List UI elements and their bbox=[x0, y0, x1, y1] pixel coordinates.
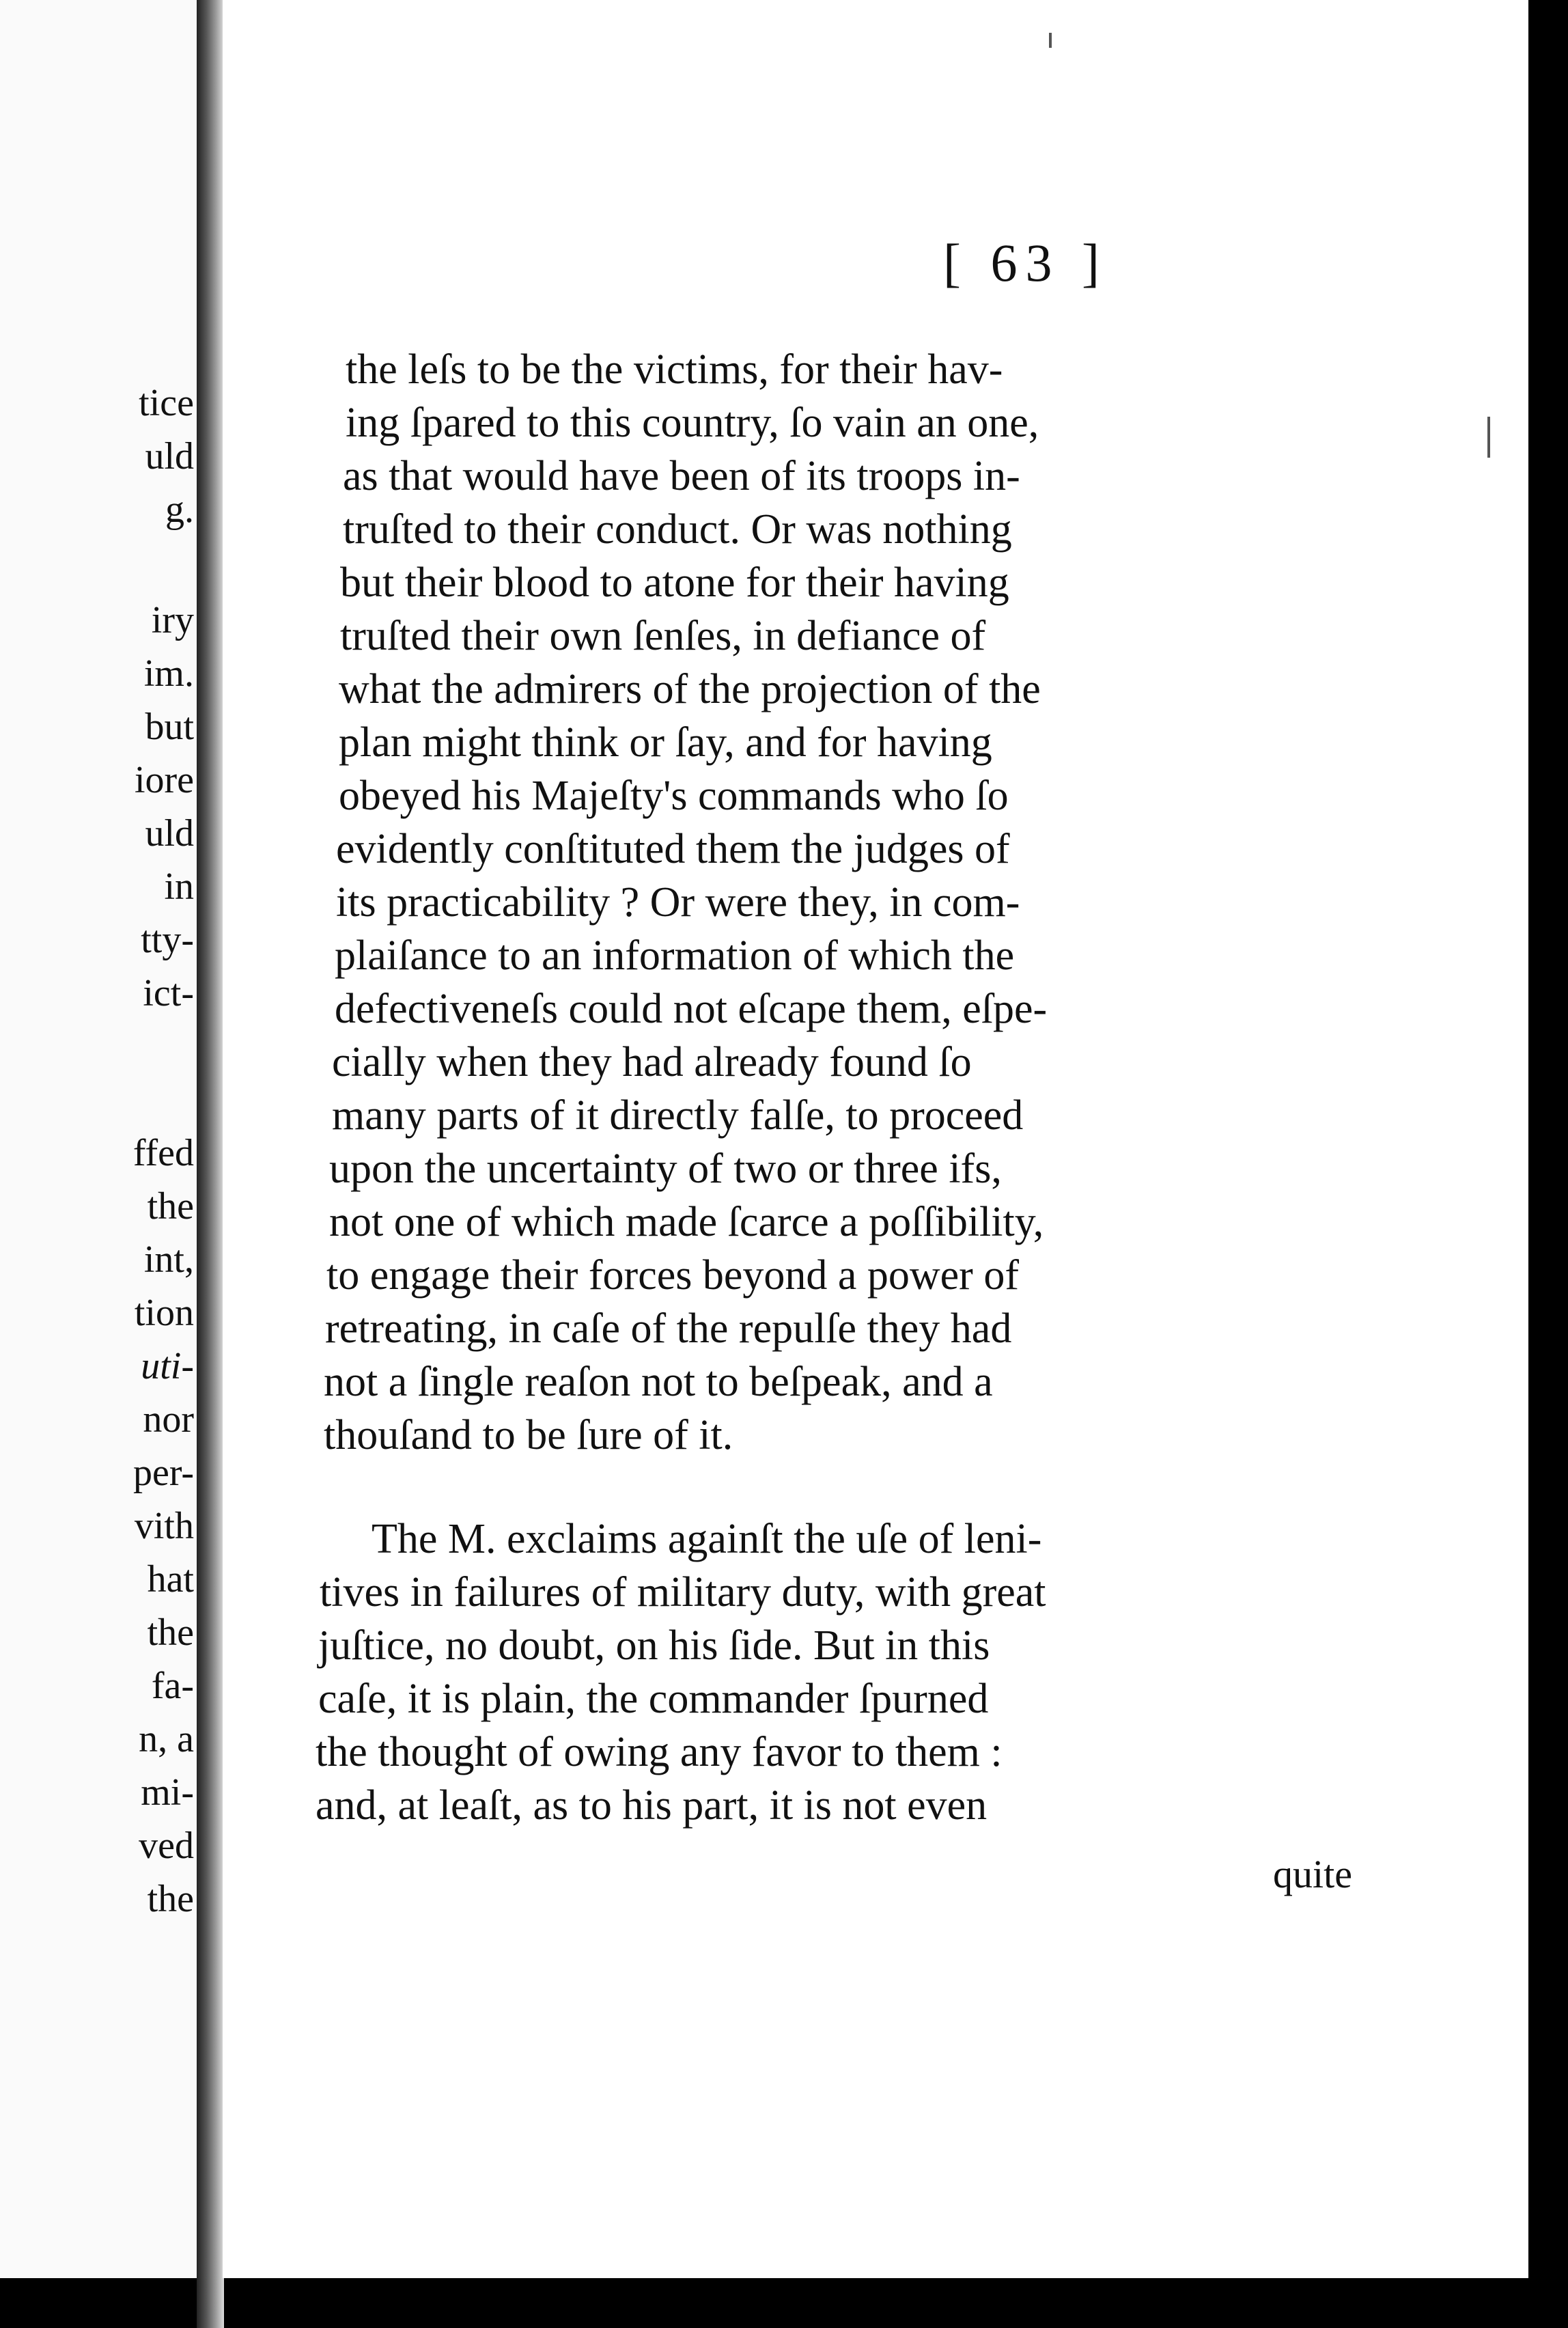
text-line: thouſand to be ſure of it. bbox=[324, 1412, 733, 1458]
left-fragment: the bbox=[147, 1611, 194, 1654]
left-fragment: ffed bbox=[132, 1132, 194, 1174]
text-line: the thought of owing any favor to them : bbox=[316, 1729, 1003, 1775]
book-gutter bbox=[197, 0, 224, 2328]
left-fragment: uti- bbox=[141, 1345, 194, 1387]
catchword: quite bbox=[1273, 1852, 1352, 1896]
left-fragment: n, a bbox=[139, 1718, 194, 1760]
text-line: juſtice, no doubt, on his ſide. But in this bbox=[318, 1622, 990, 1669]
text-line: obeyed his Majeſty's commands who ſo bbox=[339, 773, 1009, 819]
left-fragment: iry bbox=[151, 599, 194, 641]
text-line: plaiſance to an information of which the bbox=[335, 932, 1015, 979]
left-fragment: in bbox=[164, 865, 194, 908]
left-fragment: hat bbox=[147, 1558, 194, 1600]
text-line: to engage their forces beyond a power of bbox=[326, 1252, 1019, 1299]
book-page bbox=[223, 0, 1528, 2278]
left-fragment: per- bbox=[132, 1452, 194, 1494]
left-fragment: im. bbox=[143, 652, 194, 695]
text-line: many parts of it directly falſe, to proceed bbox=[332, 1092, 1024, 1139]
text-line: caſe, it is plain, the commander ſpurned bbox=[318, 1676, 989, 1722]
left-fragment: but bbox=[145, 706, 194, 748]
left-fragment: tion bbox=[134, 1292, 194, 1334]
text-line: truſted their own ſenſes, in defiance of bbox=[340, 613, 986, 659]
print-speck bbox=[1049, 33, 1052, 48]
left-fragment: ict- bbox=[143, 972, 194, 1014]
left-fragment: the bbox=[147, 1878, 194, 1920]
text-line: The M. exclaims againſt the uſe of leni- bbox=[372, 1516, 1042, 1562]
left-fragment: g. bbox=[165, 488, 194, 531]
text-line: the leſs to be the victims, for their hav- bbox=[346, 346, 1003, 393]
left-fragment: the bbox=[147, 1185, 194, 1228]
left-fragment: tty- bbox=[141, 919, 194, 961]
text-line: upon the uncertainty of two or three ifs, bbox=[329, 1146, 1002, 1192]
print-speck bbox=[1487, 417, 1490, 458]
text-line: retreating, in caſe of the repulſe they had bbox=[325, 1305, 1012, 1352]
left-fragment: ved bbox=[139, 1825, 194, 1867]
left-fragment: fa- bbox=[151, 1665, 194, 1707]
left-fragment: iore bbox=[134, 759, 194, 801]
text-line: as that would have been of its troops in- bbox=[343, 453, 1020, 499]
left-fragment: mi- bbox=[141, 1771, 194, 1814]
text-line: defectiveneſs could not eſcape them, eſpe- bbox=[335, 986, 1048, 1032]
text-line: and, at leaſt, as to his part, it is not even bbox=[316, 1782, 988, 1829]
text-line: truſted to their conduct. Or was nothing bbox=[343, 506, 1012, 553]
text-line: evidently conſtituted them the judges of bbox=[336, 826, 1010, 872]
text-line: ing ſpared to this country, ſo vain an one, bbox=[346, 400, 1039, 446]
left-fragment: nor bbox=[143, 1398, 194, 1441]
text-line: but their blood to atone for their having bbox=[340, 559, 1009, 606]
left-fragment: uld bbox=[145, 435, 194, 477]
text-line: not a ſingle reaſon not to beſpeak, and a bbox=[324, 1359, 993, 1405]
left-fragment: int, bbox=[143, 1238, 194, 1281]
left-fragment: uld bbox=[145, 812, 194, 855]
left-facing-page bbox=[0, 0, 198, 2278]
left-fragment: vith bbox=[134, 1505, 194, 1547]
left-fragment: tice bbox=[139, 382, 194, 424]
page-number: [ 63 ] bbox=[943, 233, 1108, 292]
text-line: what the admirers of the projection of the bbox=[339, 666, 1041, 712]
text-line: its practicability ? Or were they, in com- bbox=[336, 879, 1020, 926]
text-line: plan might think or ſay, and for having bbox=[339, 719, 992, 766]
text-line: cially when they had already found ſo bbox=[332, 1039, 972, 1085]
text-line: not one of which made ſcarce a poſſibility, bbox=[329, 1199, 1044, 1245]
text-line: tives in failures of military duty, with great bbox=[320, 1569, 1046, 1616]
